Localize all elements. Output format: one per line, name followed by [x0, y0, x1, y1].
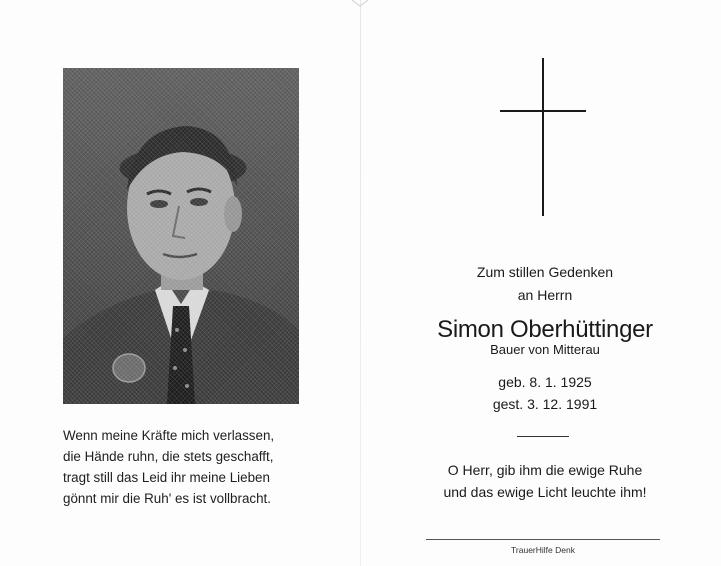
dedication-text: Zum stillen Gedenken [476, 264, 614, 280]
salutation-text: an Herrn [517, 287, 573, 303]
footer-divider [426, 539, 660, 540]
occupation-text: Bauer von Mitterau [490, 342, 600, 357]
fold-line [360, 0, 361, 566]
poem-line: Wenn meine Kräfte mich verlassen, [63, 428, 275, 443]
poem-line: die Hände ruhn, die stets geschafft, [63, 449, 274, 464]
portrait-figure [63, 68, 299, 404]
fold-mark [352, 0, 368, 8]
deceased-name: Simon Oberhüttinger [437, 316, 653, 343]
imprint-text: TrauerHilfe Denk [511, 545, 575, 555]
birth-date: geb. 8. 1. 1925 [498, 374, 592, 390]
poem [63, 425, 303, 509]
prayer-line: und das ewige Licht leuchte ihm! [443, 484, 647, 500]
poem-line: tragt still das Leid ihr meine Lieben [63, 470, 270, 485]
cross-icon [500, 58, 586, 216]
prayer-line: O Herr, gib ihm die ewige Ruhe [447, 462, 643, 478]
death-date: gest. 3. 12. 1991 [492, 396, 598, 412]
poem-line: gönnt mir die Ruh' es ist vollbracht. [63, 491, 271, 506]
divider [517, 436, 569, 437]
portrait-photo [63, 68, 299, 404]
